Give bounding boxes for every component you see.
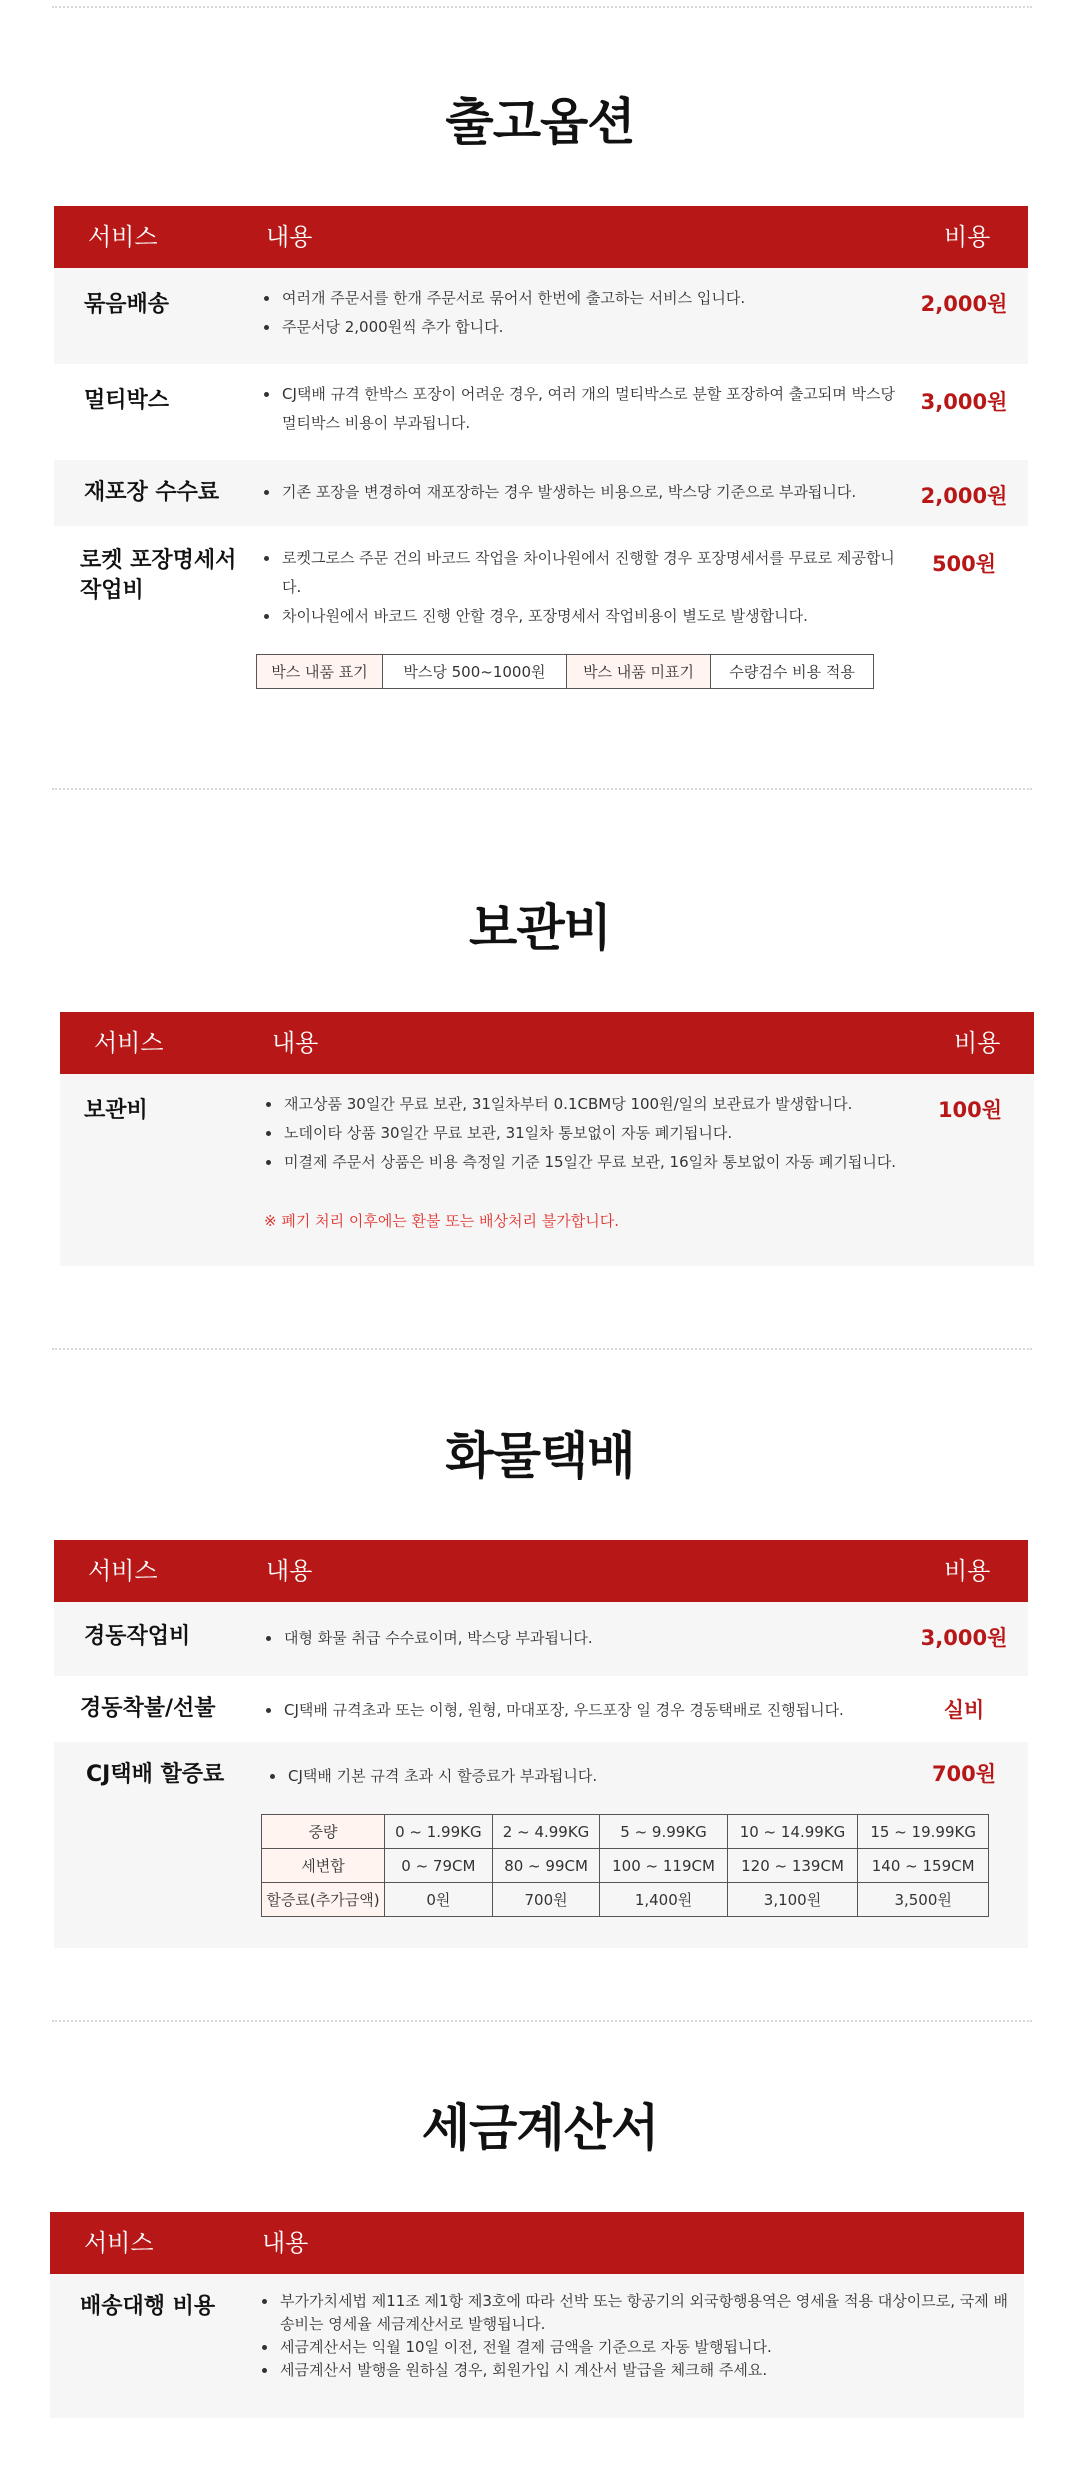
grid-cell: 0 ~ 1.99KG (385, 1815, 493, 1849)
packing-fee-table (256, 654, 874, 689)
list-item: • 대형 화물 취급 수수료이며, 박스당 부과됩니다. (282, 1624, 912, 1653)
grid-cell: 중량 (262, 1815, 385, 1849)
description-list (264, 1090, 942, 1177)
description-list (264, 1696, 922, 1725)
list-item: • 차이나원에서 바코드 진행 안할 경우, 포장명세서 작업비용이 별도로 발생합니다. (280, 602, 900, 631)
list-item: • 노데이타 상품 30일간 무료 보관, 31일차 통보없이 자동 폐기됩니다. (282, 1119, 942, 1148)
grid-cell: 120 ~ 139CM (727, 1849, 858, 1883)
service-name: 배송대행 비용 (80, 2294, 216, 2319)
table-row (54, 1676, 1028, 1742)
service-name (80, 546, 236, 606)
table-header (50, 2212, 1024, 2274)
header-content: 내용 (266, 1557, 313, 1585)
grid-cell: 0원 (385, 1883, 493, 1917)
section-title: 보관비 (469, 899, 611, 957)
service-name-line: 작업비 (80, 578, 144, 603)
table-row (54, 1602, 1028, 1676)
price: 실비 (943, 1698, 985, 1722)
table-row (60, 1074, 1034, 1266)
grid-cell: 3,500원 (858, 1883, 989, 1917)
section-divider (52, 2020, 1032, 2022)
service-name: 멀티박스 (84, 388, 170, 413)
grid-cell: 박스당 500~1000원 (383, 655, 567, 689)
description-list (262, 284, 910, 342)
table-row (54, 364, 1028, 460)
section-title: 출고옵션 (445, 93, 635, 151)
header-service: 서비스 (84, 2229, 154, 2257)
service-name-line: 로켓 포장명세서 (80, 548, 237, 573)
price: 700원 (931, 1762, 997, 1786)
price: 500원 (931, 552, 997, 576)
header-content: 내용 (272, 1029, 319, 1057)
header-content: 내용 (262, 2229, 309, 2257)
description-list (260, 2290, 1018, 2382)
list-item: • 세금계산서 발행을 원하실 경우, 회원가입 시 계산서 발급을 체크해 주세요. (278, 2359, 1018, 2382)
service-name: 경동착불/선불 (80, 1696, 216, 1721)
list-item: • 재고상품 30일간 무료 보관, 31일차부터 0.1CBM당 100원/일의 보관료가 발생합니다. (282, 1090, 942, 1119)
list-item: • 주문서당 2,000원씩 추가 합니다. (280, 313, 910, 342)
grid-cell: 10 ~ 14.99KG (727, 1815, 858, 1849)
price: 100원 (937, 1098, 1003, 1122)
service-name: 보관비 (84, 1098, 148, 1123)
grid-cell: 세변합 (262, 1849, 385, 1883)
table-row (54, 460, 1028, 526)
description-list (262, 544, 900, 631)
table-header (60, 1012, 1034, 1074)
grid-cell: 5 ~ 9.99KG (600, 1815, 727, 1849)
grid-cell: 100 ~ 119CM (600, 1849, 727, 1883)
header-cost: 비용 (954, 1029, 1001, 1057)
header-cost: 비용 (944, 223, 991, 251)
service-name: 재포장 수수료 (84, 480, 220, 505)
grid-cell: 3,100원 (727, 1883, 858, 1917)
grid-cell: 2 ~ 4.99KG (492, 1815, 600, 1849)
section-divider (52, 6, 1032, 8)
warning-note: ※ 폐기 처리 이후에는 환불 또는 배상처리 불가합니다. (264, 1212, 620, 1230)
section-title: 화물택배 (445, 1427, 635, 1485)
header-service: 서비스 (94, 1029, 164, 1057)
list-item: • 미결제 주문서 상품은 비용 측정일 기준 15일간 무료 보관, 16일차 통보없이 자동 폐기됩니다. (282, 1148, 942, 1177)
list-item: • 여러개 주문서를 한개 주문서로 묶어서 한번에 출고하는 서비스 입니다. (280, 284, 910, 313)
header-service: 서비스 (88, 1557, 158, 1585)
table-row (50, 2274, 1024, 2418)
table-row (54, 526, 1028, 696)
table-header (54, 206, 1028, 268)
description-list (264, 1624, 912, 1653)
section-divider (52, 788, 1032, 790)
section-title: 세금계산서 (421, 2099, 659, 2157)
header-content: 내용 (266, 223, 313, 251)
grid-cell: 수량검수 비용 적용 (711, 655, 874, 689)
service-name: 묶음배송 (84, 292, 170, 317)
section-divider (52, 1348, 1032, 1350)
table-header (54, 1540, 1028, 1602)
grid-cell: 15 ~ 19.99KG (858, 1815, 989, 1849)
list-item: • 기존 포장을 변경하여 재포장하는 경우 발생하는 비용으로, 박스당 기준으로 부과됩니다. (280, 478, 910, 507)
grid-cell: 1,400원 (600, 1883, 727, 1917)
grid-cell: 박스 내품 표기 (257, 655, 383, 689)
list-item: • CJ택배 기본 규격 초과 시 할증료가 부과됩니다. (286, 1762, 906, 1791)
price: 2,000원 (920, 484, 1008, 508)
header-service: 서비스 (88, 223, 158, 251)
list-item: • 로켓그로스 주문 건의 바코드 작업을 차이나원에서 진행할 경우 포장명세서를 무료로 제공합니다. (280, 544, 900, 602)
list-item: • CJ택배 규격초과 또는 이형, 원형, 마대포장, 우드포장 일 경우 경동택배로 진행됩니다. (282, 1696, 922, 1725)
price: 3,000원 (920, 1626, 1008, 1650)
price: 3,000원 (920, 390, 1008, 414)
surcharge-table (261, 1814, 989, 1917)
description-list (262, 478, 910, 507)
table-row (54, 268, 1028, 364)
grid-cell: 140 ~ 159CM (858, 1849, 989, 1883)
list-item: • 세금계산서는 익월 10일 이전, 전월 결제 금액을 기준으로 자동 발행됩니다. (278, 2336, 1018, 2359)
grid-cell: 700원 (492, 1883, 600, 1917)
grid-cell: 0 ~ 79CM (385, 1849, 493, 1883)
service-name: CJ택배 할증료 (86, 1762, 225, 1787)
header-cost: 비용 (944, 1557, 991, 1585)
grid-cell: 박스 내품 미표기 (566, 655, 710, 689)
list-item: • CJ택배 규격 한박스 포장이 어려운 경우, 여러 개의 멀티박스로 분할 포장하여 출고되며 박스당 멀티박스 비용이 부과됩니다. (280, 380, 910, 438)
description-list (262, 380, 910, 438)
list-item: • 부가가치세법 제11조 제1항 제3호에 따라 선박 또는 항공기의 외국항행용역은 영세율 적용 대상이므로, 국제 배송비는 영세율 세금계산서로 발행됩니다. (278, 2290, 1018, 2336)
description-list (268, 1762, 906, 1791)
price: 2,000원 (920, 292, 1008, 316)
grid-cell: 80 ~ 99CM (492, 1849, 600, 1883)
grid-cell: 할증료(추가금액) (262, 1883, 385, 1917)
service-name: 경동작업비 (84, 1624, 191, 1649)
table-row (54, 1742, 1028, 1948)
